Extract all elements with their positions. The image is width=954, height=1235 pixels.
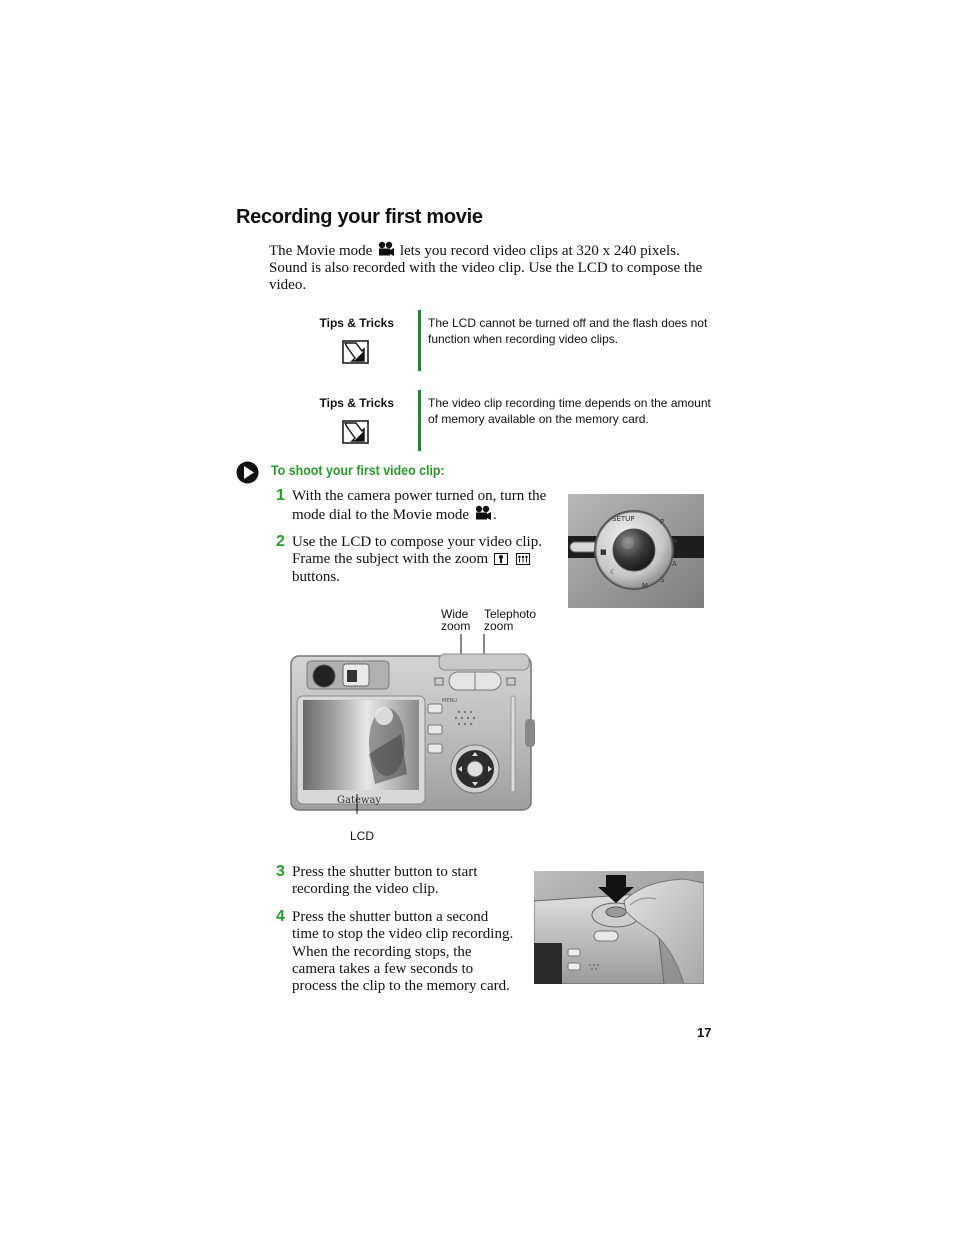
intro-text-end: lets you record video clips at 320 x 240 pixels. Sound is also recorded with the video clip. Use the LCD to compose the video. [269,243,703,293]
lcd-label: LCD [350,829,375,843]
svg-text:M: M [642,582,649,590]
step-number-4: 4 [276,908,285,925]
svg-text:P: P [660,518,665,526]
wide-zoom-label-line1: Wide [441,607,469,621]
movie-camera-icon [377,241,395,258]
step-1-text-end: . [492,507,497,524]
step-text-2 [292,534,550,586]
shutter-press-illustration [534,871,704,984]
svg-text:▲: ▲ [672,536,678,544]
camera-back-illustration [289,634,539,814]
svg-text:A: A [672,560,677,568]
shutter-press-photo [534,871,704,984]
tips-divider-2 [418,390,421,451]
wide-zoom-label-line2: zoom [441,619,471,633]
step-number-3: 3 [276,863,285,880]
step-number-1: 1 [276,487,285,504]
procedure-title: To shoot your first video clip: [271,463,445,478]
tips-label-1: Tips & Tricks [319,316,394,330]
telephoto-zoom-label-line1: Telephoto [484,607,537,621]
procedure-arrow-icon [236,461,259,484]
page-title: Recording your first movie [236,206,483,228]
tips-divider-1 [418,310,421,371]
camera-brand-text: Gateway [337,795,382,806]
menu-label: MENU [442,698,457,704]
step-text-4: Press the shutter button a second time to stop the video clip recording. When the recording stops, the camera takes a few seconds to process the clip to the memory card. [292,909,514,995]
tips-label-2: Tips & Tricks [319,396,394,410]
tips-arrow-icon [342,340,369,364]
intro-text-start: The Movie mode [269,243,373,259]
step-text-3: Press the shutter button to start recording the video clip. [292,864,478,898]
svg-text:■: ■ [600,548,607,556]
telephoto-zoom-label-line2: zoom [484,619,514,633]
tips-text-2: The video clip recording time depends on the amount of memory available on the memory card. [428,396,711,426]
svg-text:S: S [660,576,665,584]
svg-text:☾: ☾ [610,568,617,576]
zoom-wide-icon [494,553,508,565]
step-number-2: 2 [276,533,285,550]
zoom-telephoto-icon [516,553,530,565]
intro-paragraph [269,241,714,294]
tips-arrow-icon [342,420,369,444]
camera-back-photo [289,634,539,814]
mode-dial-illustration [568,494,704,608]
tips-text-1: The LCD cannot be turned off and the flash does not function when recording video clips. [428,316,708,346]
step-2-text-end: buttons. [292,568,340,585]
step-2-text: Use the LCD to compose your video clip. Frame the subject with the zoom [292,534,542,568]
mode-dial-photo [568,494,704,608]
svg-text:SETUP: SETUP [612,515,635,523]
step-text-1 [292,488,552,525]
step-1-text: With the camera power turned on, turn the mode dial to the Movie mode [292,488,547,524]
page-number: 17 [697,1025,712,1040]
movie-camera-icon [474,505,492,522]
